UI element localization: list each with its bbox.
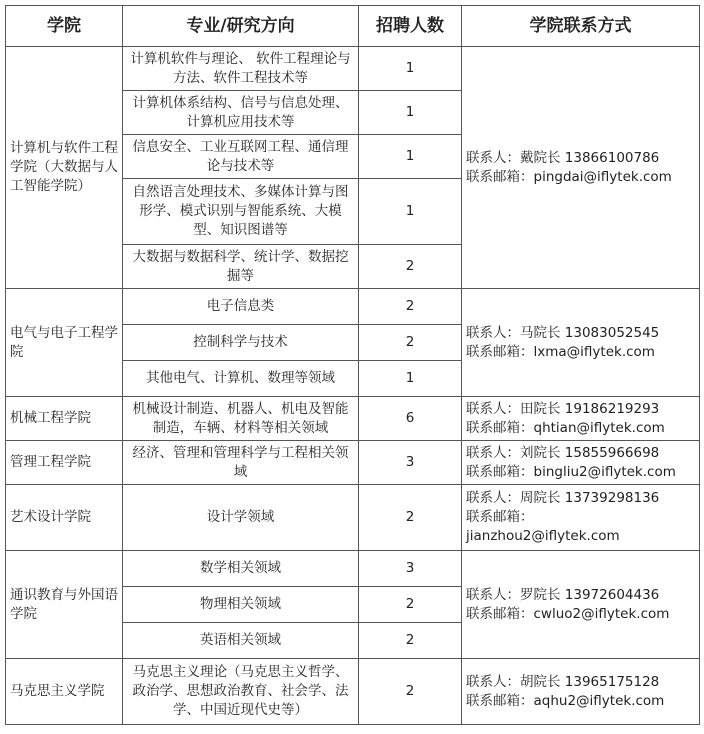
- major-cell: 机械设计制造、机器人、机电及智能制造，车辆、材料等相关领域: [123, 397, 359, 441]
- major-cell: 计算机体系结构、信号与信息处理、计算机应用技术等: [123, 91, 359, 135]
- contact-email-value-line: [466, 527, 695, 546]
- contact-email-label: 联系邮箱：: [466, 605, 534, 622]
- table-row: [6, 397, 700, 441]
- college-name: 电气与电子工程学院: [6, 289, 123, 397]
- college-name: 艺术设计学院: [6, 485, 123, 551]
- table-row: [6, 441, 700, 485]
- major-cell: 物理相关领域: [123, 587, 359, 623]
- contact-email-link[interactable]: lxma@iflytek.com: [533, 343, 655, 360]
- contact-email-link[interactable]: pingdai@iflytek.com: [533, 168, 672, 185]
- contact-email-label: 联系邮箱：: [466, 463, 534, 480]
- contact-email-label: 联系邮箱：: [466, 419, 534, 436]
- contact-person-line: [466, 444, 695, 463]
- contact-email-line: [466, 343, 695, 362]
- college-name: 马克思主义学院: [6, 659, 123, 725]
- contact-cell: [462, 397, 700, 441]
- contact-person-label: 联系人：: [466, 586, 520, 603]
- headcount-cell: 2: [359, 245, 462, 289]
- contact-email-link[interactable]: qhtian@iflytek.com: [533, 419, 665, 436]
- headcount-cell: 2: [359, 623, 462, 659]
- contact-person-line: [466, 586, 695, 605]
- table-row: [6, 47, 700, 91]
- major-cell: 数学相关领域: [123, 551, 359, 587]
- contact-email-label: 联系邮箱：: [466, 509, 534, 525]
- college-name: 通识教育与外国语学院: [6, 551, 123, 659]
- contact-email-line: [466, 419, 695, 438]
- contact-email-line: [466, 463, 695, 482]
- contact-person: 田院长 19186219293: [520, 400, 660, 417]
- contact-person-line: [466, 400, 695, 419]
- table-row: [6, 551, 700, 587]
- contact-cell: [462, 441, 700, 485]
- contact-person: 马院长 13083052545: [520, 324, 660, 341]
- headcount-cell: 2: [359, 325, 462, 361]
- contact-person-line: [466, 324, 695, 343]
- header-row: [6, 6, 700, 47]
- contact-email-link[interactable]: aqhu2@iflytek.com: [533, 692, 665, 709]
- headcount-cell: 3: [359, 441, 462, 485]
- major-cell: 控制科学与技术: [123, 325, 359, 361]
- contact-person: 戴院长 13866100786: [520, 149, 660, 166]
- table-row: [6, 485, 700, 551]
- major-cell: 其他电气、计算机、数理等领域: [123, 361, 359, 397]
- contact-person-label: 联系人：: [466, 490, 520, 506]
- contact-cell: [462, 485, 700, 551]
- contact-person: 周院长 13739298136: [520, 490, 660, 506]
- contact-email-label: 联系邮箱：: [466, 168, 534, 185]
- contact-person: 刘院长 15855966698: [520, 444, 660, 461]
- contact-person-line: [466, 489, 695, 508]
- headcount-cell: 2: [359, 289, 462, 325]
- contact-person-label: 联系人：: [466, 444, 520, 461]
- header-college: 学院: [6, 6, 123, 47]
- contact-email-link[interactable]: bingliu2@iflytek.com: [533, 463, 676, 480]
- major-cell: 经济、管理和管理科学与工程相关领域: [123, 441, 359, 485]
- contact-cell: [462, 47, 700, 289]
- contact-cell: [462, 289, 700, 397]
- major-cell: 英语相关领域: [123, 623, 359, 659]
- table-row: [6, 659, 700, 725]
- headcount-cell: 6: [359, 397, 462, 441]
- contact-email-line: [466, 605, 695, 624]
- header-major: 专业/研究方向: [123, 6, 359, 47]
- headcount-cell: 2: [359, 587, 462, 623]
- major-cell: 设计学领域: [123, 485, 359, 551]
- major-cell: 自然语言处理技术、多媒体计算与图形学、模式识别与智能系统、大模型、知识图谱等: [123, 179, 359, 245]
- headcount-cell: 3: [359, 551, 462, 587]
- contact-person: 罗院长 13972604436: [520, 586, 660, 603]
- contact-person-label: 联系人：: [466, 673, 520, 690]
- contact-email-link[interactable]: jianzhou2@iflytek.com: [466, 528, 620, 544]
- table-row: [6, 289, 700, 325]
- contact-email-line: [466, 692, 695, 711]
- contact-email-link[interactable]: cwluo2@iflytek.com: [533, 605, 670, 622]
- college-name: 机械工程学院: [6, 397, 123, 441]
- major-cell: 大数据与数据科学、统计学、数据挖掘等: [123, 245, 359, 289]
- college-name: 管理工程学院: [6, 441, 123, 485]
- headcount-cell: 2: [359, 659, 462, 725]
- contact-person-line: [466, 673, 695, 692]
- college-name: 计算机与软件工程学院（大数据与人工智能学院）: [6, 47, 123, 289]
- contact-cell: [462, 551, 700, 659]
- headcount-cell: 1: [359, 361, 462, 397]
- header-count: 招聘人数: [359, 6, 462, 47]
- contact-person-label: 联系人：: [466, 400, 520, 417]
- contact-email-line: [466, 508, 695, 527]
- major-cell: 电子信息类: [123, 289, 359, 325]
- contact-person-label: 联系人：: [466, 149, 520, 166]
- contact-email-label: 联系邮箱：: [466, 692, 534, 709]
- headcount-cell: 1: [359, 179, 462, 245]
- contact-person: 胡院长 13965175128: [520, 673, 660, 690]
- contact-cell: [462, 659, 700, 725]
- contact-person-line: [466, 149, 695, 168]
- major-cell: 信息安全、工业互联网工程、通信理论与技术等: [123, 135, 359, 179]
- table-body: [6, 47, 700, 725]
- contact-email-label: 联系邮箱：: [466, 343, 534, 360]
- header-contact: 学院联系方式: [462, 6, 700, 47]
- major-cell: 计算机软件与理论、 软件工程理论与方法、软件工程技术等: [123, 47, 359, 91]
- headcount-cell: 1: [359, 47, 462, 91]
- contact-person-label: 联系人：: [466, 324, 520, 341]
- recruitment-table: [5, 5, 700, 725]
- headcount-cell: 2: [359, 485, 462, 551]
- contact-email-line: [466, 168, 695, 187]
- headcount-cell: 1: [359, 135, 462, 179]
- headcount-cell: 1: [359, 91, 462, 135]
- major-cell: 马克思主义理论（马克思主义哲学、政治学、思想政治教育、社会学、法学、中国近现代史等）: [123, 659, 359, 725]
